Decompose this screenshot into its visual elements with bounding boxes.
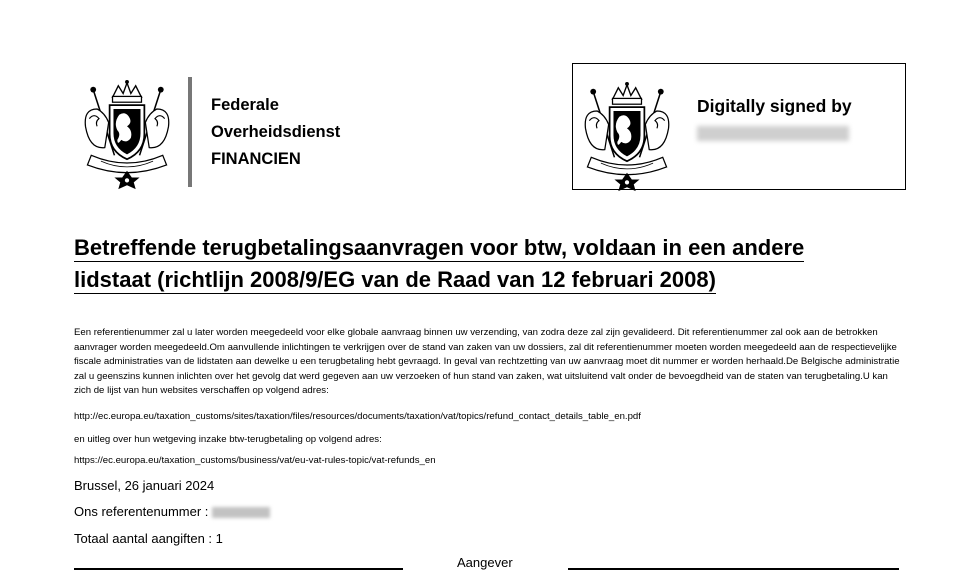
agency-line-3: FINANCIEN	[211, 150, 301, 168]
title-line-2: lidstaat (richtlijn 2008/9/EG van de Raad van 12 februari 2008)	[74, 267, 716, 292]
belgian-crest-logo	[74, 80, 180, 192]
signature-title: Digitally signed by	[697, 96, 852, 116]
reference-number-redacted	[212, 507, 270, 518]
reference-number-row	[74, 504, 270, 519]
signature-line-right	[568, 568, 899, 570]
signer-name-redacted	[697, 126, 849, 141]
intro-paragraph: Een referentienummer zal u later worden meegedeeld voor elke globale aanvraag binnen uw verzending, van zodra deze zal zijn gevalideerd. Dit referentienummer zal ook aan de betrokken aanvrager worden meegedeeld.Om aanvullende inlichtingen te verkrijgen over de stand van zaken van uw dossiers, zal dit referentienummer moeten worden meegedeeld aan de respectievelijke fiscale administraties van de lidstaten aan dewelke u een terugbetaling hebt gevraagd. In geval van rechtzetting van uw aanvraag moet dit nummer er worden herhaald.De Belgische administratie zal u geenszins kunnen inlichten over het gevolg dat werd gegeven aan uw verzoeken of hun stand van zaken, wat uitsluitend valt onder de bevoegdheid van de staten van terugbetaling.U kan zich de lijst van hun websites verschaffen op volgend adres:	[74, 327, 900, 397]
agency-line-2: Overheidsdienst	[211, 123, 341, 141]
agency-line-1: Federale	[211, 96, 279, 114]
agency-name	[211, 92, 340, 173]
signature-line-left	[74, 568, 403, 570]
contact-details-url: http://ec.europa.eu/taxation_customs/sites/taxation/files/resources/documents/taxation/vat/topics/refund_contact_details_table_en.pdf	[74, 411, 641, 422]
header-divider	[188, 77, 192, 187]
title-line-1: Betreffende terugbetalingsaanvragen voor btw, voldaan in een andere	[74, 235, 805, 260]
filer-label: Aangever	[457, 555, 513, 570]
document-title	[74, 232, 864, 296]
vat-refunds-url: https://ec.europa.eu/taxation_customs/business/vat/eu-vat-rules-topic/vat-refunds_en	[74, 455, 436, 466]
total-declarations: Totaal aantal aangiften : 1	[74, 531, 223, 546]
legislation-intro-text: en uitleg over hun wetgeving inzake btw-terugbetaling op volgend adres:	[74, 434, 382, 445]
reference-number-label: Ons referentenummer :	[74, 504, 209, 519]
signature-crest-logo	[574, 82, 680, 194]
place-and-date: Brussel, 26 januari 2024	[74, 478, 215, 493]
